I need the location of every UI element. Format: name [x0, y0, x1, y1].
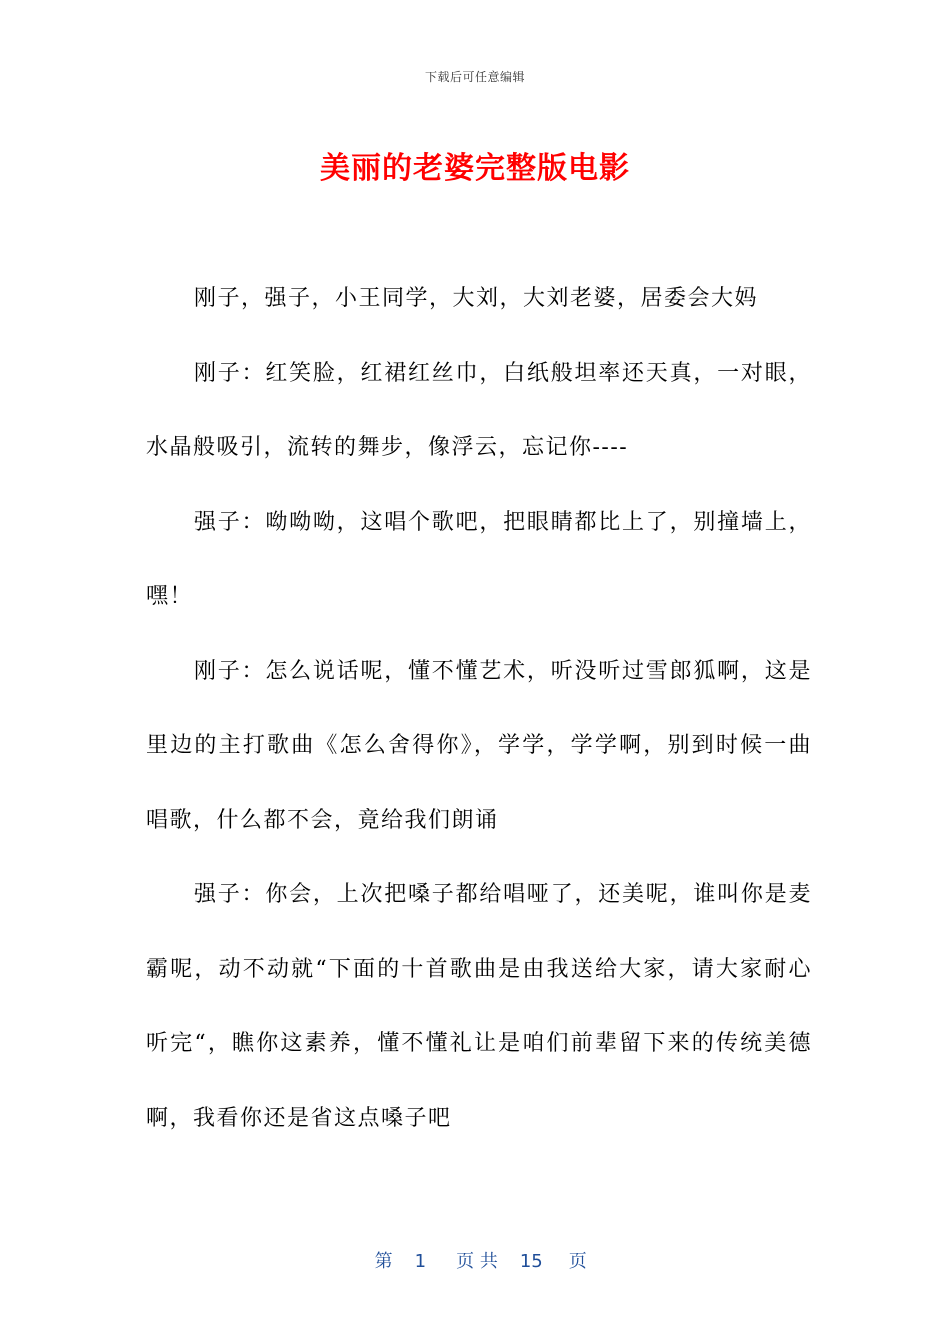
header-note: 下载后可任意编辑: [424, 70, 525, 84]
total-pages-number: 15: [519, 1251, 543, 1272]
page-footer: [0, 1226, 950, 1273]
paragraph-3: 强子：呦呦呦，这唱个歌吧，把眼睛都比上了，别撞墙上，嘿！: [146, 509, 812, 609]
paragraph-4: 刚子：怎么说话呢，懂不懂艺术，听没听过雪郎狐啊，这是里边的主打歌曲《怎么舍得你》，学学，学学啊，别到时候一曲唱歌，什么都不会，竟给我们朗诵: [146, 658, 812, 833]
page-suffix: 页: [568, 1251, 587, 1272]
current-page-number: 1: [414, 1251, 427, 1272]
paragraph-5: 强子：你会，上次把嗓子都给唱哑了，还美呢，谁叫你是麦霸呢，动不动就“下面的十首歌曲是由我送给大家，请大家耐心听完“，瞧你这素养，懂不懂礼让是咱们前辈留下来的传统美德啊，我看你还是省这点嗓子吧: [146, 882, 812, 1131]
document-title: 美丽的老婆完整版电影: [320, 151, 630, 186]
paragraph-2: 刚子：红笑脸，红裙红丝巾，白纸般坦率还天真，一对眼，水晶般吸引，流转的舞步，像浮云，忘记你----: [146, 360, 812, 460]
page-mid-label: 页 共: [456, 1251, 498, 1272]
page-prefix: 第: [374, 1251, 393, 1272]
document-body: [146, 262, 812, 1156]
paragraph-1: 刚子，强子，小王同学，大刘，大刘老婆，居委会大妈: [194, 286, 759, 311]
